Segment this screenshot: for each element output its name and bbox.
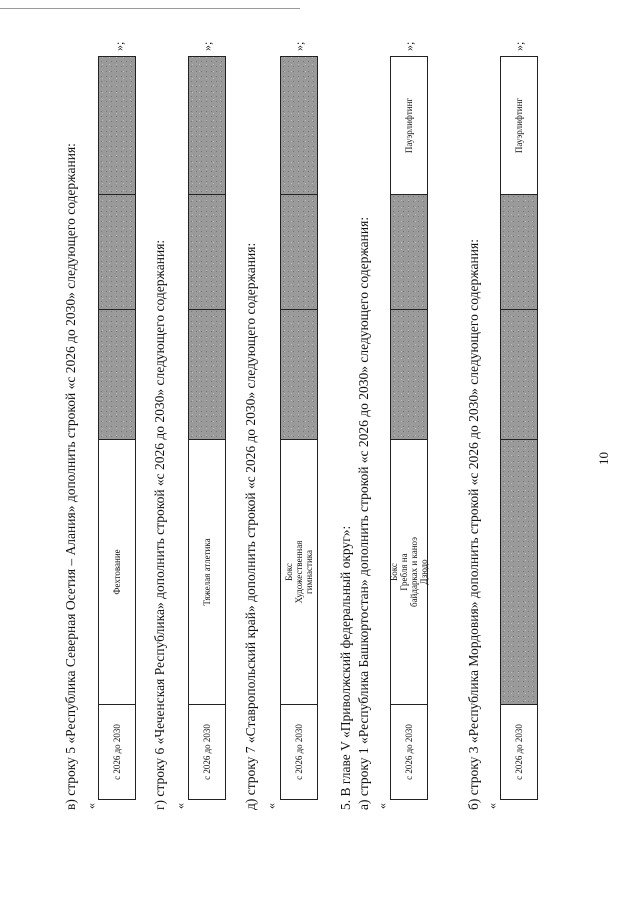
close-quote: »; xyxy=(200,41,214,51)
sport-line: Дзюдо xyxy=(419,559,429,585)
sport-line: Бокс xyxy=(389,563,399,581)
chapter-heading: 5. В главе V «Приволжский федеральный округ»: xyxy=(338,525,353,810)
gray-cell xyxy=(391,194,427,309)
period-cell: с 2026 до 2030 xyxy=(391,704,427,799)
table-row xyxy=(280,56,318,800)
section-a-heading: а) строку 1 «Республика Башкортостан» дополнить строкой «с 2026 до 2030» следующего содержания: xyxy=(356,216,371,810)
sport-line: Гребля на xyxy=(399,553,409,591)
extra-sport-cell: Пауэрлифтинг xyxy=(501,57,537,194)
gray-cell xyxy=(501,439,537,704)
section-d-heading: д) строку 7 «Ставропольский край» дополнить строкой «с 2026 до 2030» следующего содержания: xyxy=(243,242,258,810)
close-quote: »; xyxy=(112,41,126,51)
gray-cell xyxy=(99,194,135,309)
table-row xyxy=(500,56,538,800)
gray-cell xyxy=(281,309,317,439)
open-quote: « xyxy=(264,803,278,809)
sport-line: гимнастика xyxy=(304,550,314,594)
sport-cell xyxy=(189,439,225,704)
sport-line: байдарках и каноэ xyxy=(409,536,419,608)
gray-cell xyxy=(99,309,135,439)
gray-cell xyxy=(189,194,225,309)
open-quote: « xyxy=(375,803,389,809)
gray-cell xyxy=(189,309,225,439)
table-row xyxy=(98,56,136,800)
period-cell: с 2026 до 2030 xyxy=(99,704,135,799)
close-quote: »; xyxy=(512,41,526,51)
header-rule xyxy=(0,8,300,9)
open-quote: « xyxy=(485,803,499,809)
extra-sport-cell: Пауэрлифтинг xyxy=(391,57,427,194)
page-number: 10 xyxy=(596,452,611,465)
open-quote: « xyxy=(84,803,98,809)
gray-cell xyxy=(189,57,225,194)
close-quote: »; xyxy=(292,41,306,51)
gray-cell xyxy=(99,57,135,194)
sport-cell xyxy=(391,439,427,704)
section-g-heading: г) строку 6 «Чеченская Республика» дополнить строкой «с 2026 до 2030» следующего содержания: xyxy=(152,239,167,810)
sport-line: Тяжелая атлетика xyxy=(202,538,212,606)
section-v-heading: в) строку 5 «Республика Северная Осетия – Алания» дополнить строкой «с 2026 до 2030» следующего содержания: xyxy=(63,143,78,810)
period-cell: с 2026 до 2030 xyxy=(189,704,225,799)
table-row xyxy=(188,56,226,800)
sport-line: Художественная xyxy=(294,540,304,604)
open-quote: « xyxy=(173,803,187,809)
gray-cell xyxy=(501,309,537,439)
sport-line: Фехтование xyxy=(112,549,122,595)
period-cell: с 2026 до 2030 xyxy=(281,704,317,799)
close-quote: »; xyxy=(402,41,416,51)
period-cell: с 2026 до 2030 xyxy=(501,704,537,799)
gray-cell xyxy=(281,194,317,309)
sport-cell xyxy=(281,439,317,704)
sport-cell xyxy=(99,439,135,704)
sport-line: Бокс xyxy=(284,563,294,581)
section-b-heading: б) строку 3 «Республика Мордовия» дополнить строкой «с 2026 до 2030» следующего содержания: xyxy=(466,239,481,810)
gray-cell xyxy=(281,57,317,194)
gray-cell xyxy=(391,309,427,439)
table-row xyxy=(390,56,428,800)
gray-cell xyxy=(501,194,537,309)
